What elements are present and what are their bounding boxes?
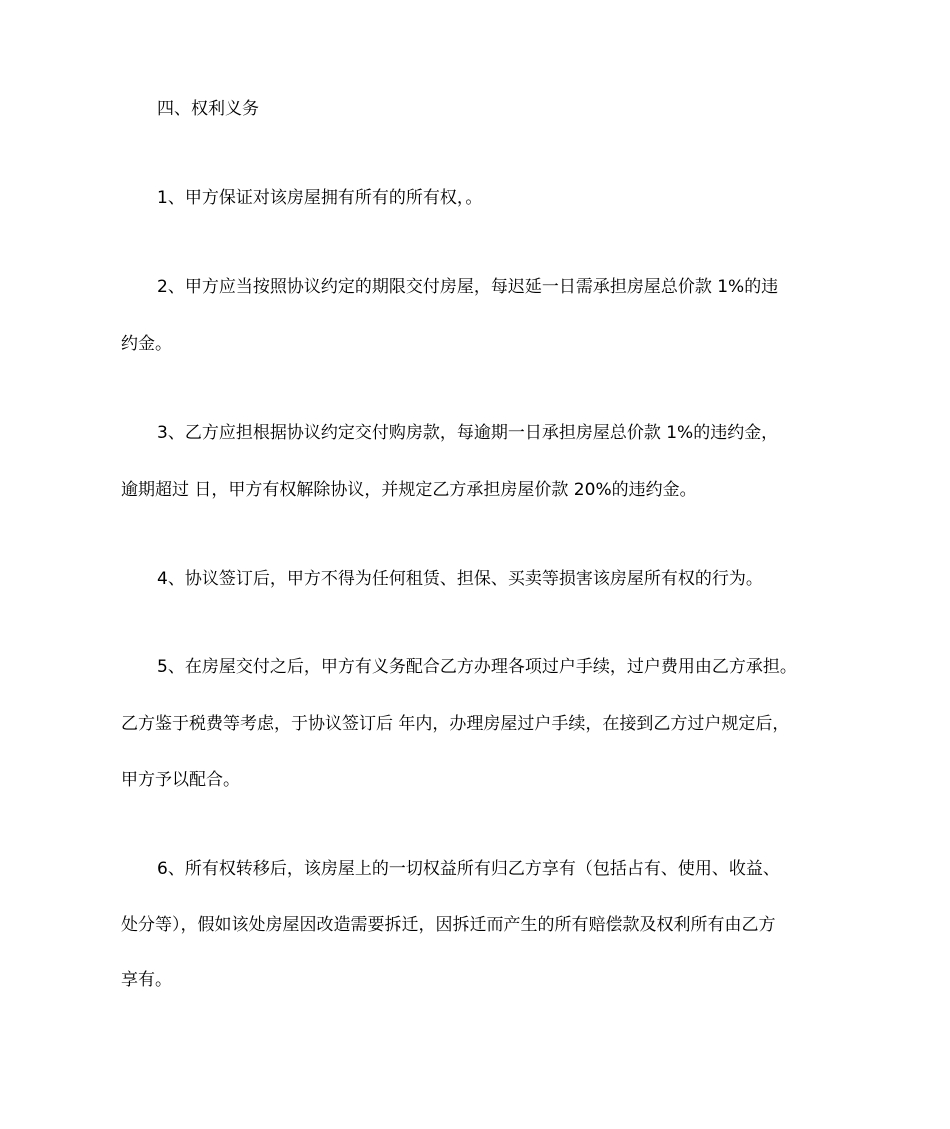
clause-6-line-3: 享有。 <box>121 970 172 990</box>
clause-5-line-3: 甲方予以配合。 <box>121 770 240 790</box>
clause-3-line-2: 逾期超过 日，甲方有权解除协议，并规定乙方承担房屋价款 20%的违约金。 <box>121 480 697 500</box>
clause-3-line-1: 3、乙方应担根据协议约定交付购房款，每逾期一日承担房屋总价款 1%的违约金， <box>157 423 779 443</box>
clause-4-line-1: 4、协议签订后，甲方不得为任何租赁、担保、买卖等损害该房屋所有权的行为。 <box>157 569 763 589</box>
clause-6-line-1: 6、所有权转移后，该房屋上的一切权益所有归乙方享有（包括占有、使用、收益、 <box>157 859 780 879</box>
clause-2-line-1: 2、甲方应当按照协议约定的期限交付房屋，每迟延一日需承担房屋总价款 1%的违 <box>157 277 779 297</box>
clause-5-line-1: 5、在房屋交付之后，甲方有义务配合乙方办理各项过户手续，过户费用由乙方承担。 <box>157 657 797 677</box>
clause-1-line-1: 1、甲方保证对该房屋拥有所有的所有权，。 <box>157 188 483 208</box>
clause-5-line-2: 乙方鉴于税费等考虑，于协议签订后 年内，办理房屋过户手续，在接到乙方过户规定后， <box>121 714 790 734</box>
section-heading: 四、权利义务 <box>157 99 259 119</box>
clause-2-line-2: 约金。 <box>121 334 172 354</box>
clause-6-line-2: 处分等），假如该处房屋因改造需要拆迁，因拆迁而产生的所有赔偿款及权利所有由乙方 <box>121 915 776 935</box>
